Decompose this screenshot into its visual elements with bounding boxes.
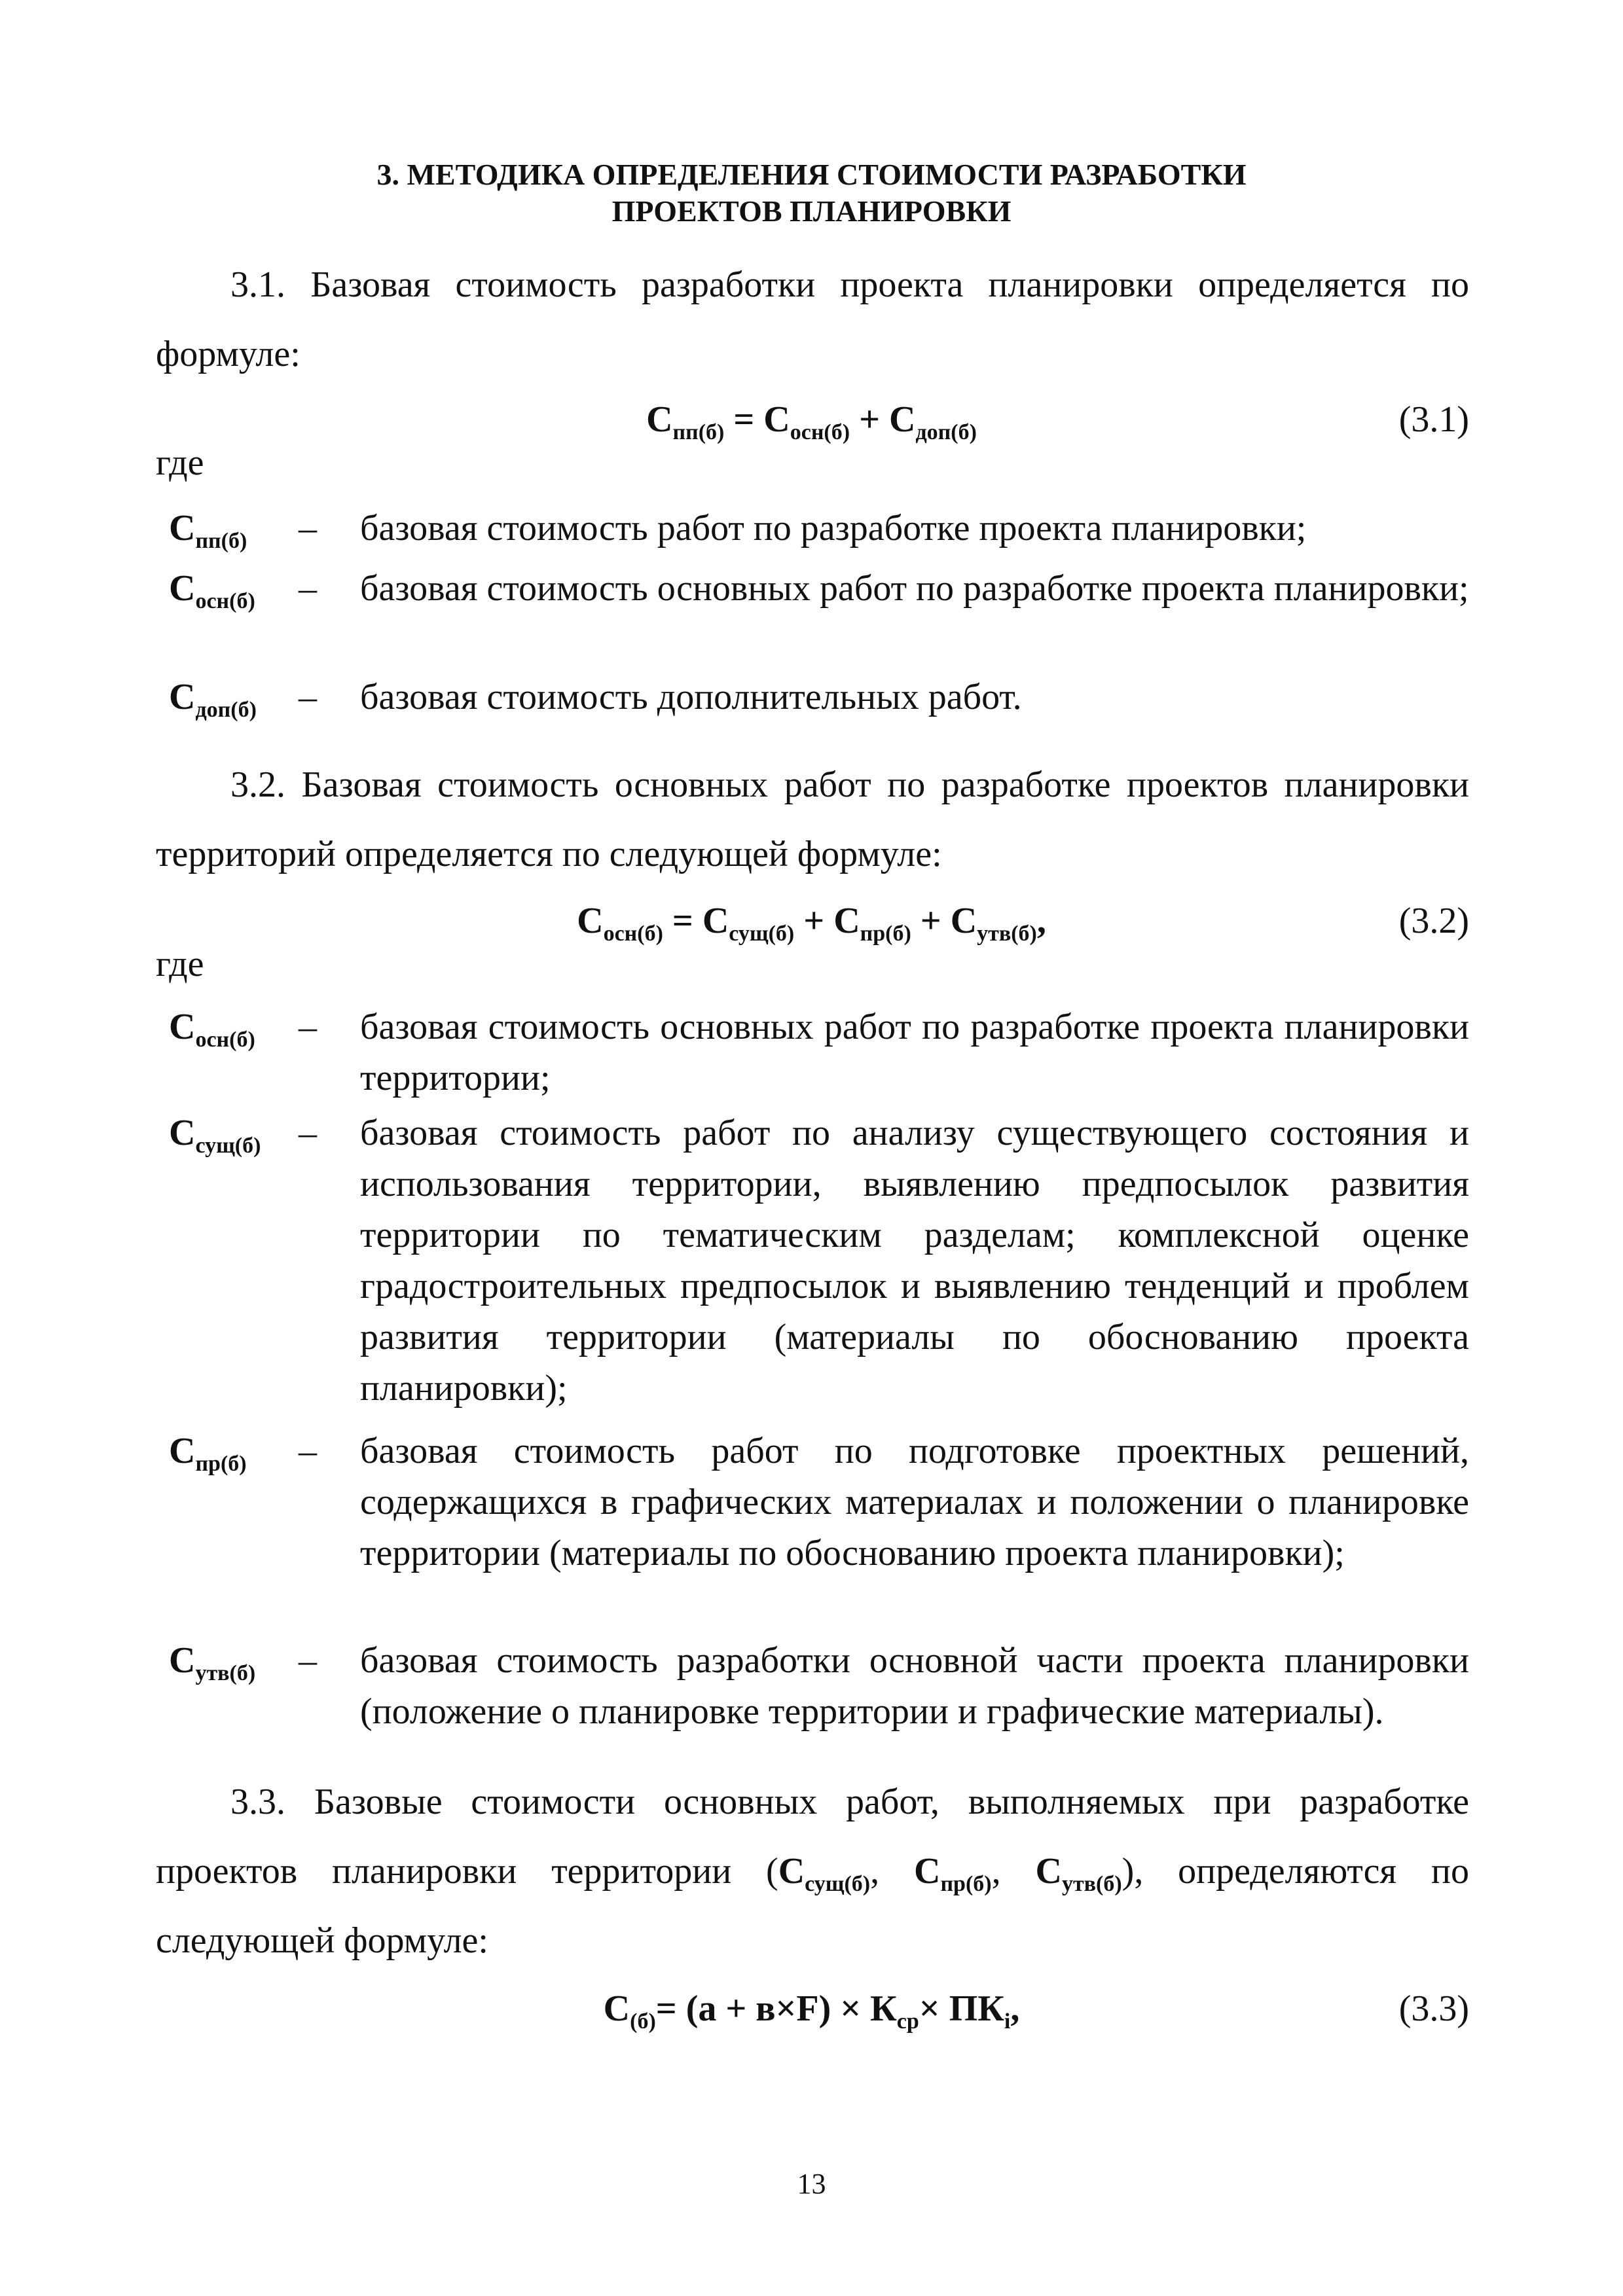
definition-symbol: $С_{пп(б)}$ [169, 508, 247, 553]
paragraph-3-1: 3.1. Базовая стоимость разработки проекта планировки определяется по формуле: [156, 264, 1469, 374]
where-label: где [156, 944, 204, 984]
formula-3-2-number: (3.2) [1398, 901, 1469, 941]
definition-dash: – [299, 508, 317, 548]
definition-dash: – [299, 1640, 317, 1681]
definition-text: базовая стоимость основных работ по разработке проекта планировки; [360, 568, 1469, 609]
definition-text: базовая стоимость дополнительных работ. [360, 677, 1022, 717]
definition-text: базовая стоимость основных работ по разработке проекта планировки территории; [360, 1007, 1469, 1098]
section-title-line1: 3. МЕТОДИКА ОПРЕДЕЛЕНИЯ СТОИМОСТИ РАЗРАБОТКИ [376, 158, 1247, 191]
where-label: где [156, 442, 204, 483]
formula-3-3-number: (3.3) [1398, 1988, 1469, 2029]
definition-text: базовая стоимость работ по разработке проекта планировки; [360, 508, 1307, 548]
formula-3-1: $С_{пп(б)} = С_{осн(б)} + С_{доп(б)}$ [646, 399, 977, 444]
definition-text: базовая стоимость работ по подготовке проектных решений, содержащихся в графических материалах и положении о планировке территории (материалы по обоснованию проекта планировки); [360, 1431, 1469, 1573]
definition-text: базовая стоимость разработки основной части проекта планировки (положение о планировке территории и графические материалы). [360, 1640, 1469, 1732]
definition-symbol: $С_{осн(б)}$ [169, 568, 255, 613]
definition-symbol: $С_{сущ(б)}$ [169, 1113, 261, 1158]
section-title-line2: ПРОЕКТОВ ПЛАНИРОВКИ [611, 194, 1012, 228]
definition-text: базовая стоимость работ по анализу существующего состояния и использования территории, выявлению предпосылок развития территории по тематическим разделам; комплексной оценке градостроительных предпосылок и выявлению тенденций и проблем развития территории (материалы по обоснованию проекта планировки); [360, 1113, 1469, 1408]
definition-dash: – [299, 568, 317, 609]
definition-dash: – [299, 1007, 317, 1047]
definition-symbol: $С_{осн(б)}$ [169, 1007, 255, 1052]
definition-dash: – [299, 1431, 317, 1471]
definition-symbol: $С_{утв(б)}$ [169, 1640, 256, 1685]
formula-3-3: $С_{(б)}= (а + в\times F) \times К_{ср}\times ПК_i$, [603, 1988, 1020, 2034]
definition-dash: – [299, 677, 317, 717]
definition-dash: – [299, 1113, 317, 1153]
formula-3-2: $С_{осн(б)} = С_{сущ(б)} + С_{пр(б)} + С_{утв(б)}$, [577, 901, 1046, 946]
definition-symbol: $С_{доп(б)}$ [169, 677, 257, 722]
paragraph-3-3: 3.3. Базовые стоимости основных работ, выполняемых при разработке проектов планировки территории ($С_{сущ(б)}$, $С_{пр(б)}$, $С_{утв(б)}$), определяются по следующей формуле: [156, 1782, 1470, 1961]
page-number: 13 [797, 2168, 826, 2200]
formula-3-1-number: (3.1) [1398, 399, 1469, 440]
definition-symbol: $С_{пр(б)}$ [169, 1431, 247, 1476]
paragraph-3-2: 3.2. Базовая стоимость основных работ по разработке проектов планировки территорий определяется по следующей формуле: [156, 764, 1469, 874]
